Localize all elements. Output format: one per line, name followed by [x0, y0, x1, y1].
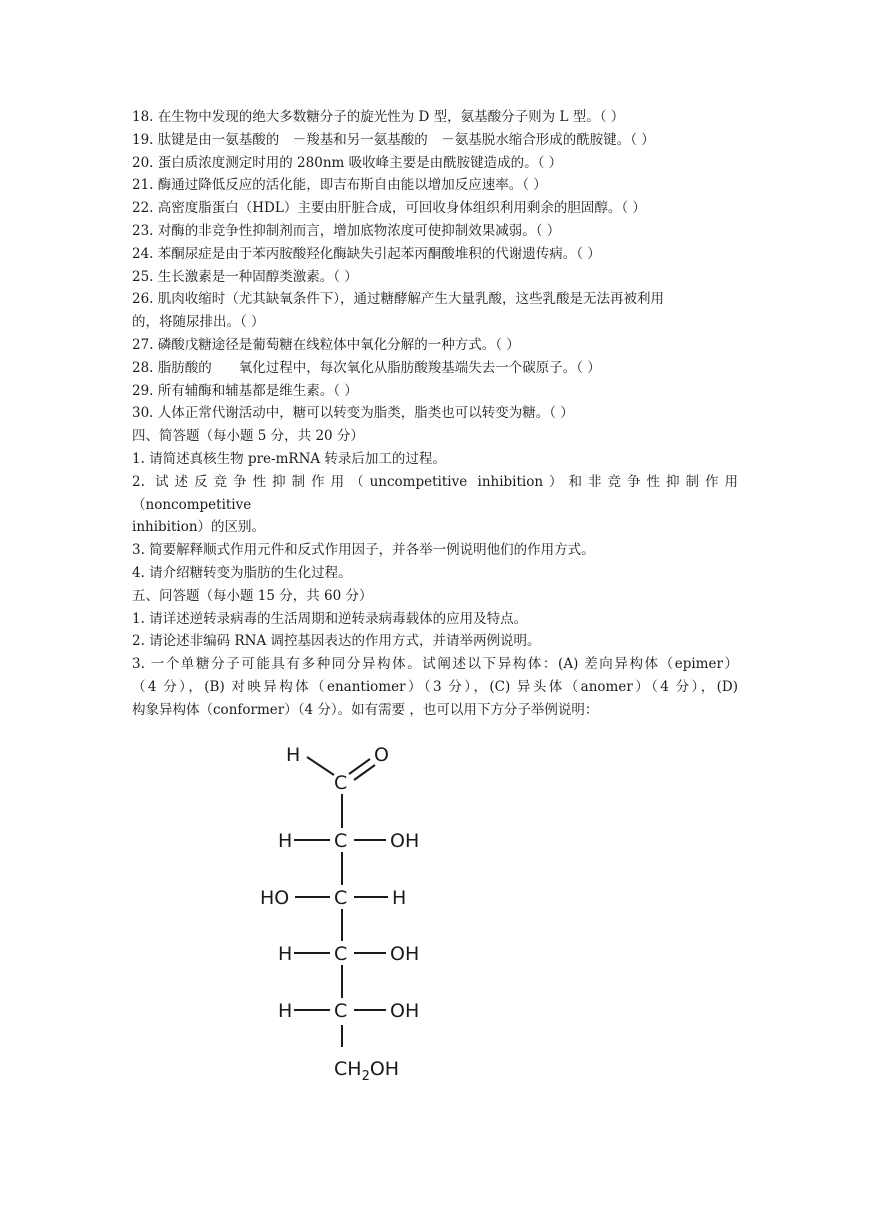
left-substituent: H — [278, 830, 293, 852]
text-line: 19. 肽键是由一氨基酸的 －羧基和另一氨基酸的 －氨基脱水缩合形成的酰胺键。（ ） — [132, 131, 655, 148]
text-body — [132, 106, 738, 722]
right-substituent: H — [392, 887, 407, 909]
text-line: 2. 请论述非编码 RNA 调控基因表达的作用方式，并请举两例说明。 — [132, 633, 541, 650]
text-line: （4 分），(B) 对映异构体（enantiomer）（3 分），(C) 异头体（anomer）（4 分），(D) — [132, 678, 738, 695]
aldehyde-o-label: O — [374, 744, 389, 766]
text-line: 29. 所有辅酶和辅基都是维生素。（ ） — [132, 382, 358, 399]
text-line: 27. 磷酸戊糖途径是葡萄糖在线粒体中氧化分解的一种方式。（ ） — [132, 336, 520, 353]
carbon-atom: C — [334, 772, 348, 794]
carbon-atom: C — [334, 943, 348, 965]
text-line: 24. 苯酮尿症是由于苯丙胺酸羟化酶缺失引起苯丙酮酸堆积的代谢遗传病。（ ） — [132, 245, 601, 262]
carbon-chain — [260, 772, 419, 1022]
text-line: 18. 在生物中发现的绝大多数糖分子的旋光性为 D 型，氨基酸分子则为 L 型。（ ） — [132, 109, 625, 125]
text-line: 4. 请介绍糖转变为脂肪的生化过程。 — [132, 564, 352, 581]
right-substituent: OH — [390, 1000, 420, 1022]
bond-h-c1 — [307, 757, 334, 775]
left-substituent: H — [278, 1000, 293, 1022]
text-line: 26. 肌肉收缩时（尤其缺氧条件下），通过糖酵解产生大量乳酸，这些乳酸是无法再被利用 — [132, 291, 665, 308]
text-line: inhibition）的区别。 — [132, 519, 266, 536]
text-line: 30. 人体正常代谢活动中，糖可以转变为脂类，脂类也可以转变为糖。（ ） — [132, 405, 574, 422]
text-line: 五、问答题（每小题 15 分，共 60 分） — [132, 587, 373, 604]
text-line: 1. 请详述逆转录病毒的生活周期和逆转录病毒载体的应用及特点。 — [132, 610, 528, 627]
text-line: 3. 一个单糖分子可能具有多种同分异构体。试阐述以下异构体：(A) 差向异构体（epimer） — [132, 656, 738, 673]
text-line: 2. 试述反竞争性抑制作用（uncompetitive inhibition）和非竞争性抑制作用 — [132, 473, 738, 490]
carbon-atom: C — [334, 830, 348, 852]
carbon-atom: C — [334, 1000, 348, 1022]
text-line: 构象异构体（conformer）（4 分）。如有需要 ，也可以用下方分子举例说明： — [132, 701, 599, 718]
text-line: 22. 高密度脂蛋白（HDL）主要由肝脏合成，可回收身体组织利用剩余的胆固醇。（ ） — [132, 200, 646, 217]
left-substituent: HO — [260, 887, 290, 909]
aldehyde-h-label: H — [286, 744, 301, 766]
right-substituent: OH — [390, 943, 420, 965]
text-line: 28. 脂肪酸的 氧化过程中，每次氧化从脂肪酸羧基端失去一个碳原子。（ ） — [132, 359, 601, 376]
text-line: 21. 酶通过降低反应的活化能，即吉布斯自由能以增加反应速率。（ ） — [132, 177, 547, 194]
text-line: （noncompetitive — [132, 496, 252, 513]
ch2oh-label: $CH_2OH$ — [334, 1058, 400, 1084]
right-substituent: OH — [390, 830, 420, 852]
left-substituent: H — [278, 943, 293, 965]
text-line: 1. 请简述真核生物 pre-mRNA 转录后加工的过程。 — [132, 450, 446, 467]
text-line: 23. 对酶的非竞争性抑制剂而言，增加底物浓度可使抑制效果减弱。（ ） — [132, 222, 561, 239]
carbon-atom: C — [334, 887, 348, 909]
glucose-structure-diagram — [250, 735, 450, 1085]
text-line: 25. 生长激素是一种固醇类激素。（ ） — [132, 268, 358, 285]
text-line: 的，将随尿排出。（ ） — [132, 314, 265, 331]
text-line: 四、简答题（每小题 5 分，共 20 分） — [132, 428, 364, 445]
text-line: 3. 简要解释顺式作用元件和反式作用因子，并各举一例说明他们的作用方式。 — [132, 542, 595, 559]
text-line: 20. 蛋白质浓度测定时用的 280nm 吸收峰主要是由酰胺键造成的。（ ） — [132, 154, 563, 171]
